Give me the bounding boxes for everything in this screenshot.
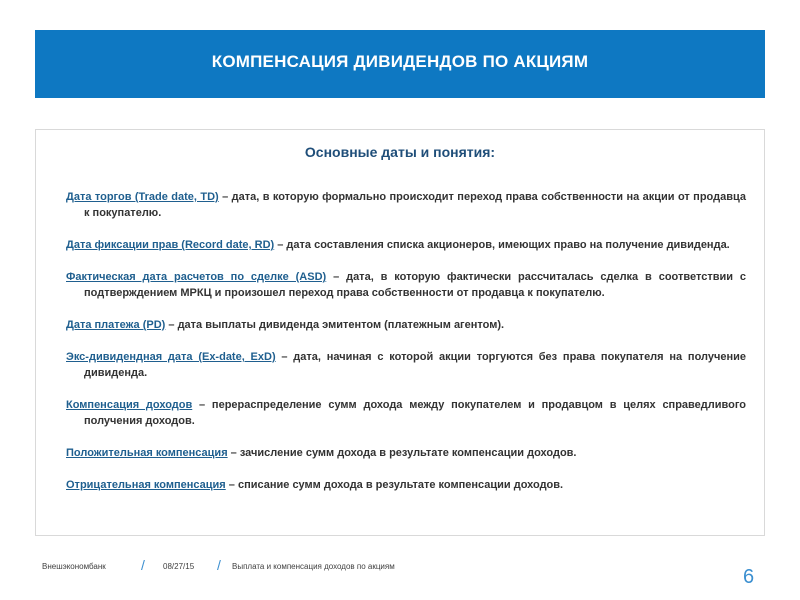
definition-text: – дата выплаты дивиденда эмитентом (платежным агентом). — [165, 319, 505, 331]
content-panel — [35, 129, 765, 536]
definition-item — [66, 477, 746, 493]
definition-text: – перераспределение сумм дохода между покупателем и продавцом в целях справедливого получения доходов. — [84, 399, 747, 427]
definition-text: – дата составления списка акционеров, имеющих право на получение дивиденда. — [274, 239, 730, 251]
definition-term: Дата платежа (PD) — [66, 319, 166, 331]
definition-text: – дата, в которую фактически рассчиталась сделка в соответствии с подтверждением МРКЦ и произошел переход права собственности от продавца к покупателю. — [84, 271, 746, 299]
slide-title: КОМПЕНСАЦИЯ ДИВИДЕНДОВ ПО АКЦИЯМ — [211, 52, 589, 71]
definition-term: Дата фиксации прав (Record date, RD) — [66, 239, 275, 251]
definition-text: – списание сумм дохода в результате компенсации доходов. — [225, 479, 564, 491]
definition-item — [66, 445, 746, 461]
definition-term: Компенсация доходов — [66, 399, 193, 411]
section-heading: Основные даты и понятия: — [304, 144, 496, 160]
definition-term: Отрицательная компенсация — [66, 479, 226, 491]
definitions-list — [66, 189, 746, 509]
definition-item — [66, 189, 746, 221]
definition-item — [66, 349, 746, 381]
footer-date: 08/27/15 — [163, 562, 195, 571]
definition-text: – зачисление сумм дохода в результате компенсации доходов. — [227, 447, 577, 459]
definition-text: – дата, начиная с которой акции торгуются без права покупателя на получение дивиденда. — [84, 351, 746, 379]
definition-item — [66, 397, 746, 429]
definition-term: Положительная компенсация — [66, 447, 228, 459]
footer-separator: / — [217, 557, 221, 573]
definition-term: Фактическая дата расчетов по сделке (ASD) — [66, 271, 327, 283]
footer-topic: Выплата и компенсация доходов по акциям — [232, 562, 395, 571]
definition-text: – дата, в которую формально происходит переход права собственности на акции от продавца к покупателю. — [84, 191, 746, 219]
definition-term: Дата торгов (Trade date, TD) — [66, 191, 219, 203]
definition-item — [66, 269, 746, 301]
footer-org: Внешэкономбанк — [42, 562, 106, 571]
page-number: 6 — [743, 566, 755, 588]
definition-item — [66, 237, 746, 253]
definition-term: Экс-дивидендная дата (Ex-date, ExD) — [66, 351, 276, 363]
footer-separator: / — [141, 557, 145, 573]
title-banner — [35, 30, 765, 98]
definition-item — [66, 317, 746, 333]
